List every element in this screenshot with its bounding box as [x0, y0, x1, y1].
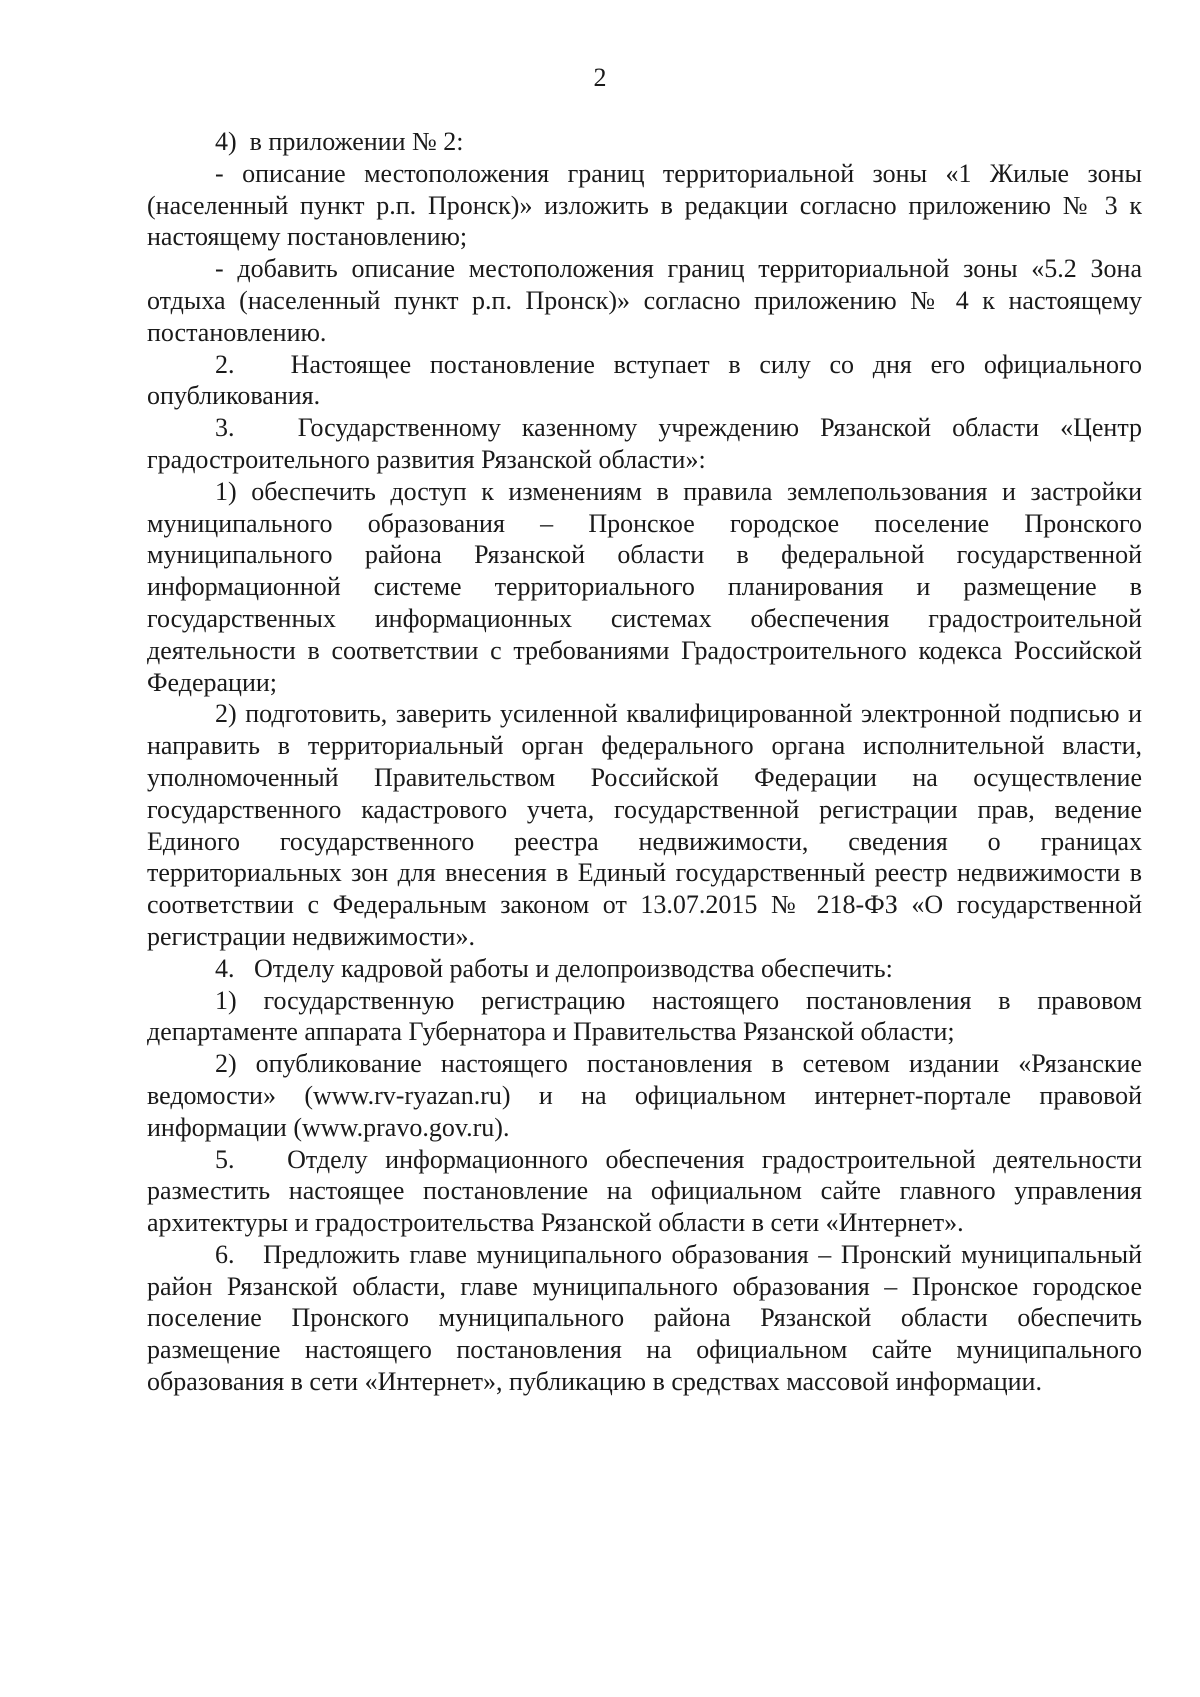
paragraph-zone-1-description: - описание местоположения границ территориальной зоны «1 Жилые зоны (населенный пункт р.п. Пронск)» изложить в редакции согласно приложению № 3 к настоящему постановлению; [147, 158, 1142, 252]
paragraph-item-3-2-registry: 2) подготовить, заверить усиленной квалифицированной электронной подписью и направить в территориальный орган федерального органа исполнительной власти, уполномоченный Правительством Российской Федерации на осуществление государственного кадастрового учета, государственной регистрации прав, ведение Единого государственного реестра недвижимости, сведения о границах территориальных зон для внесения в Единый государственный реестр недвижимости в соответствии с Федеральным законом от 13.07.2015 № 218-ФЗ «О государственной регистрации недвижимости». [147, 699, 1142, 951]
paragraph-item-4-2-publication: 2) опубликование настоящего постановления в сетевом издании «Рязанские ведомости» (www.rv-ryazan.ru) и на официальном интернет-портале правовой информации (www.pravo.gov.ru). [147, 1049, 1142, 1142]
paragraph-item-4-1-registration: 1) государственную регистрацию настоящего постановления в правовом департаменте аппарата Губернатора и Правительства Рязанской области; [147, 985, 1142, 1047]
paragraph-appendix-2-intro: 4) в приложении № 2: [215, 127, 464, 156]
paragraph-item-2-effective-date: 2. Настоящее постановление вступает в силу со дня его официального опубликования. [147, 349, 1142, 411]
paragraph-item-5-information-department: 5. Отделу информационного обеспечения градостроительной деятельности разместить настоящее постановление на официальном сайте главного управления архитектуры и градостроительства Рязанской области в сети «Интернет». [147, 1144, 1142, 1238]
paragraph-zone-5-2-description: - добавить описание местоположения границ территориальной зоны «5.2 Зона отдыха (населенный пункт р.п. Пронск)» согласно приложению № 4 к настоящему постановлению. [147, 254, 1142, 347]
paragraph-item-3-1-access: 1) обеспечить доступ к изменениям в правила землепользования и застройки муниципального образования – Пронское городское поселение Пронского муниципального района Рязанской области в федеральной государственной информационной системе территориального планирования и размещение в государственных информационных системах обеспечения градостроительной деятельности в соответствии с требованиями Градостроительного кодекса Российской Федерации; [147, 476, 1142, 697]
document-body [147, 126, 1142, 1398]
paragraph-item-3-state-institution: 3. Государственному казенному учреждению Рязанской области «Центр градостроительного развития Рязанской области»: [147, 413, 1142, 474]
paragraph-item-6-municipal-heads: 6. Предложить главе муниципального образования – Пронский муниципальный район Рязанской области, главе муниципального образования – Пронское городское поселение Пронского муниципального района Рязанской области обеспечить размещение настоящего постановления на официальном сайте муниципального образования в сети «Интернет», публикацию в средствах массовой информации. [147, 1239, 1142, 1397]
paragraph-item-4-personnel-department: 4. Отделу кадровой работы и делопроизводства обеспечить: [215, 953, 893, 983]
page-number: 2 [593, 63, 607, 92]
